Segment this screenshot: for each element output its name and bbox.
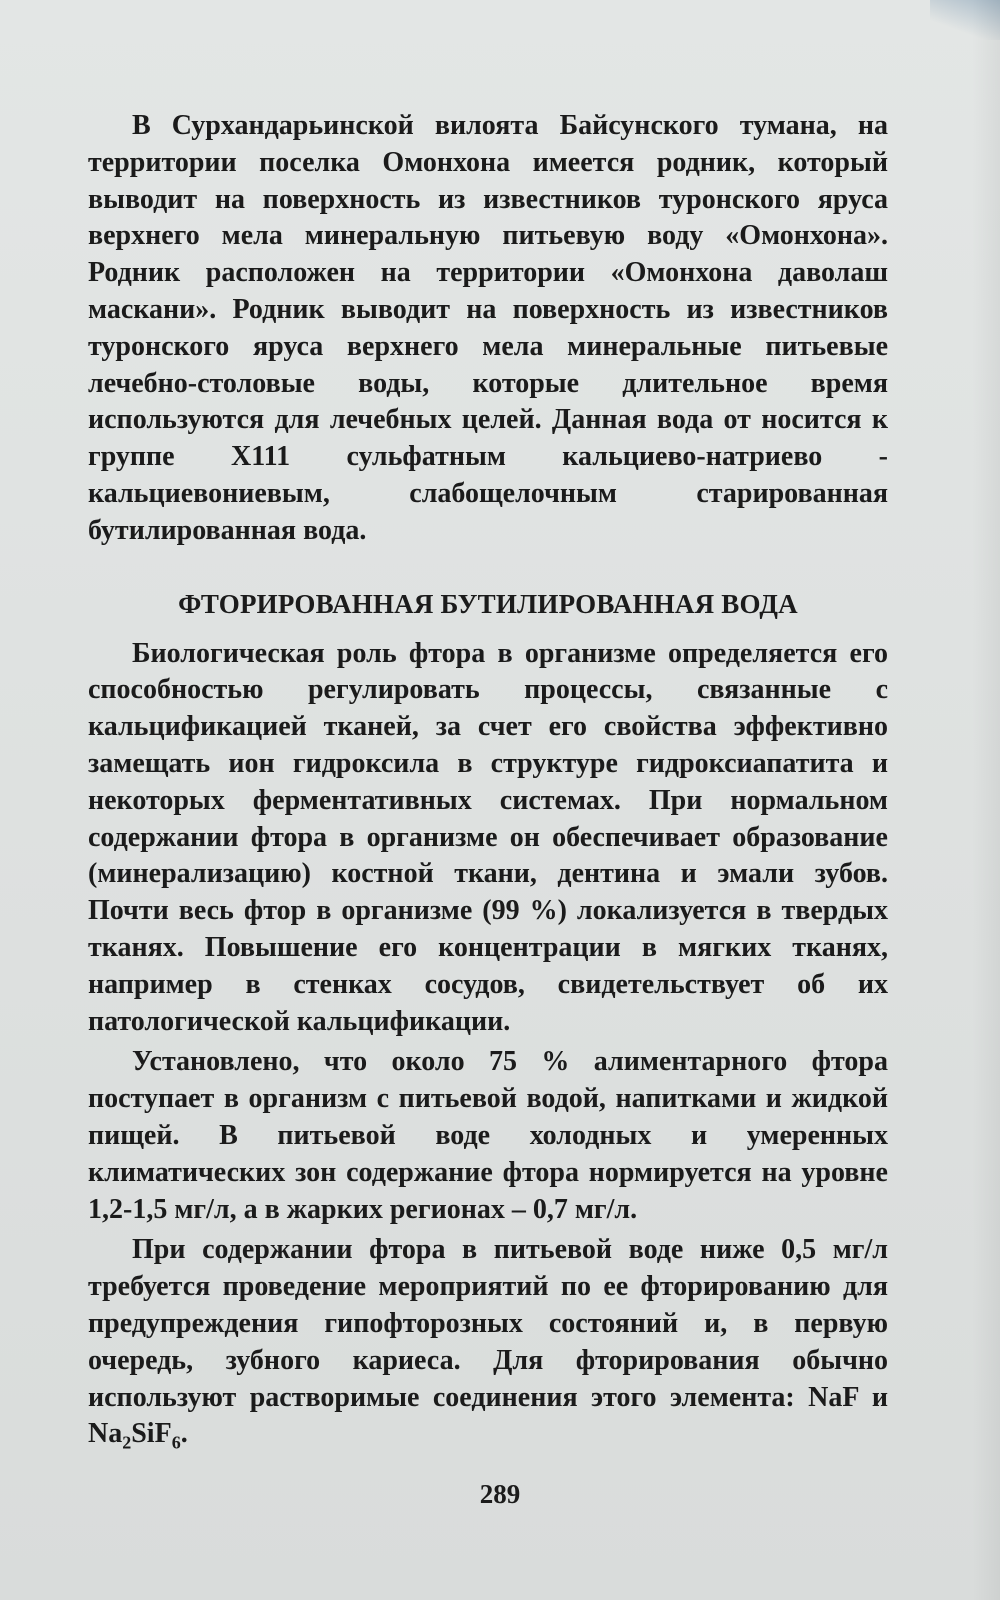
page-content bbox=[88, 108, 888, 1453]
formula-period: . bbox=[180, 1418, 188, 1450]
paragraph-omonkhona-spring: В Сурхандарьинской вилоята Байсунского тумана, на территории поселка Омонхона имеется родник, который выводит на поверхность из известников туронского яруса верхнего мела минеральную питьевую воду «Омонхона». Родник расположен на территории «Омонхона даволаш маскани». Родник выводит на поверхность из известников туронского яруса верхнего мела минеральные питьевые лечебно-столовые воды, которые длительное время используются для лечебных целей. Данная вода от носится к группе X111 сульфатным кальциево-натриево - кальциевониевым, слабощелочным старированная бутилированная вода. bbox=[88, 110, 888, 546]
section-heading: ФТОРИРОВАННАЯ БУТИЛИРОВАННАЯ ВОДА bbox=[178, 588, 798, 619]
paragraph-fluorine-role: Биологическая роль фтора в организме определяется его способностью регулировать процессы, связанные с кальцификацией тканей, за счет его свойства эффективно замещать ион гидроксила в структуре гидроксиапатита и некоторых ферментативных системах. При нормальном содержании фтора в организме он обеспечивает образование (минерализацию) костной ткани, дентина и эмали зубов. Почти весь фтор в организме (99 %) локализуется в твердых тканях. Повышение его концентрации в мягких тканях, например в стенках сосудов, свидетельствует об их патологической кальцификации. bbox=[88, 637, 888, 1037]
page-number: 289 bbox=[479, 1479, 521, 1509]
paragraph-fluoridation bbox=[88, 1232, 888, 1453]
formula-subscript-6: 6 bbox=[171, 1432, 181, 1453]
page-edge-shadow bbox=[972, 0, 1000, 1600]
formula-subscript-2: 2 bbox=[122, 1432, 132, 1453]
paragraph-fluorine-intake: Установлено, что около 75 % алиментарного фтора поступает в организм с питьевой водой, напитками и жидкой пищей. В питьевой воде холодных и умеренных климатических зон содержание фтора нормируется на уровне 1,2-1,5 мг/л, а в жарких регионах – 0,7 мг/л. bbox=[88, 1046, 888, 1225]
paragraph-fluoridation-text: При содержании фтора в питьевой воде ниже 0,5 мг/л требуется проведение мероприятий по ее фторированию для предупреждения гипофторозных состояний и, в первую очередь, зубного кариеса. Для фторирования обычно используют растворимые соединения этого элемента: NaF и Na bbox=[88, 1234, 888, 1450]
formula-sif: SiF bbox=[131, 1418, 172, 1450]
